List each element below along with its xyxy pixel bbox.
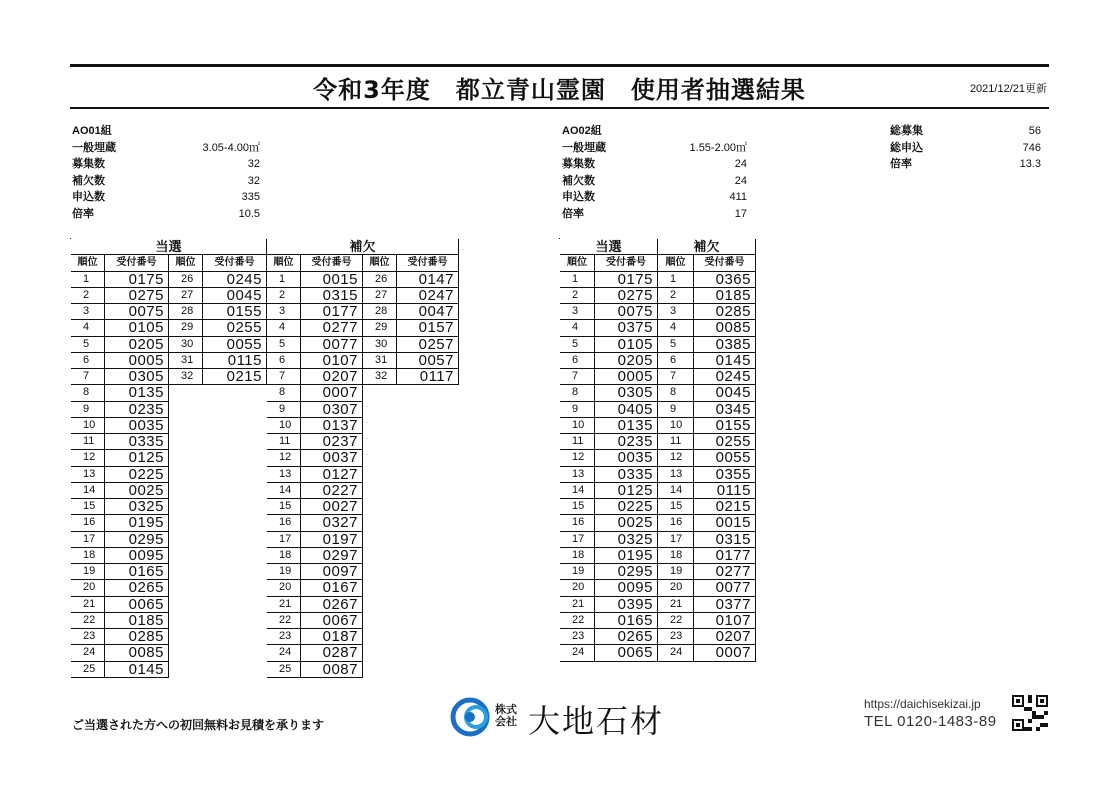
group1-winner-number: 0035 bbox=[105, 418, 169, 434]
group1-winner-rank: 23 bbox=[71, 629, 105, 645]
group2-sub-number: 0255 bbox=[694, 434, 756, 450]
group2-sub-rank: 3 bbox=[658, 304, 694, 320]
qr-code-icon[interactable] bbox=[1012, 695, 1048, 731]
group2-sub-number: 0055 bbox=[694, 450, 756, 466]
group2-name: AO02組 bbox=[562, 125, 602, 137]
group2-winner-number: 0165 bbox=[595, 613, 658, 629]
company-type: 株式会社 bbox=[495, 704, 517, 728]
group2-sub-rank: 2 bbox=[658, 288, 694, 304]
group2-winner-rank: 22 bbox=[560, 613, 595, 629]
group1-winner-number: 0225 bbox=[105, 467, 169, 483]
group1-winner-rank: 12 bbox=[71, 450, 105, 466]
group2-sub-rank: 15 bbox=[658, 499, 694, 515]
group2-winner-number: 0035 bbox=[595, 450, 658, 466]
group1-winner-rank: 1 bbox=[71, 272, 105, 288]
group2-sub-rank: 24 bbox=[658, 645, 694, 661]
group1-winner-number: 0175 bbox=[105, 272, 169, 288]
group1-winner-rank: 20 bbox=[71, 580, 105, 596]
group1-sub-rank: 18 bbox=[267, 548, 301, 564]
group2-winner-rank: 13 bbox=[560, 467, 595, 483]
group1-sub-number: 0077 bbox=[301, 337, 363, 353]
group2-sub-number: 0115 bbox=[694, 483, 756, 499]
group1-winner-rank: 19 bbox=[71, 564, 105, 580]
group1-ratio-label: 倍率 bbox=[72, 207, 94, 220]
group2-sub-rank: 23 bbox=[658, 629, 694, 645]
company-tel[interactable]: TEL 0120-1483-89 bbox=[864, 713, 997, 730]
group2-sub-number-header: 受付番号 bbox=[694, 255, 756, 271]
group1-sub-number-header: 受付番号 bbox=[301, 255, 363, 271]
group1-sub-rank: 20 bbox=[267, 580, 301, 596]
group1-sub-rank: 9 bbox=[267, 402, 301, 418]
summary-ratio-value: 13.3 bbox=[1019, 158, 1041, 170]
group2-winner-number: 0095 bbox=[595, 580, 658, 596]
group1-winner-rank: 7 bbox=[71, 369, 105, 385]
group1-recruit-label: 募集数 bbox=[72, 158, 105, 170]
group2-sub-number: 0007 bbox=[694, 645, 756, 661]
group2-winner-number: 0305 bbox=[595, 385, 658, 401]
group2-sub-number: 0345 bbox=[694, 402, 756, 418]
group1-sub-number: 0107 bbox=[301, 353, 363, 369]
group1-sub-number: 0237 bbox=[301, 434, 363, 450]
group1-sub-rank: 24 bbox=[267, 645, 301, 661]
group1-winner-number: 0115 bbox=[203, 353, 267, 369]
group2-winner-rank: 24 bbox=[560, 645, 595, 661]
group1-sub-label: 補欠数 bbox=[72, 174, 105, 187]
group1-sub-rank: 28 bbox=[363, 304, 397, 320]
group2-winner-rank: 17 bbox=[560, 532, 595, 548]
group1-winner-rank: 4 bbox=[71, 320, 105, 336]
group2-winner-number: 0295 bbox=[595, 564, 658, 580]
group1-winner-number: 0215 bbox=[203, 369, 267, 385]
group2-winner-rank: 12 bbox=[560, 450, 595, 466]
group1-winner-rank: 18 bbox=[71, 548, 105, 564]
group1-sub-number: 0197 bbox=[301, 532, 363, 548]
group1-winner-rank: 15 bbox=[71, 499, 105, 515]
group1-winner-rank: 6 bbox=[71, 353, 105, 369]
group1-ratio-value: 10.5 bbox=[238, 207, 260, 220]
group2-sub-rank: 17 bbox=[658, 532, 694, 548]
group2-apply-value: 411 bbox=[729, 191, 747, 203]
group1-sub-number: 0327 bbox=[301, 515, 363, 531]
group1-sub-rank: 30 bbox=[363, 337, 397, 353]
group1-winner-header: 当選 bbox=[71, 239, 267, 255]
group1-sub-number: 0207 bbox=[301, 369, 363, 385]
group1-sub-value: 32 bbox=[247, 174, 260, 187]
summary-info bbox=[890, 123, 1041, 173]
group2-winner-rank: 11 bbox=[560, 434, 595, 450]
group1-sub-number: 0007 bbox=[301, 385, 363, 401]
group2-sub-number: 0185 bbox=[694, 288, 756, 304]
group1-winner-number: 0005 bbox=[105, 353, 169, 369]
top-rule bbox=[70, 64, 1049, 67]
group2-winner-rank-header: 順位 bbox=[560, 255, 595, 271]
group1-winner-number: 0075 bbox=[105, 304, 169, 320]
group1-winner-rank: 14 bbox=[71, 483, 105, 499]
group1-winner-number-header: 受付番号 bbox=[203, 255, 267, 271]
group1-sub-number: 0117 bbox=[397, 369, 459, 385]
group2-winner-number: 0135 bbox=[595, 418, 658, 434]
group2-winner-rank: 14 bbox=[560, 483, 595, 499]
group2-sub-rank: 22 bbox=[658, 613, 694, 629]
group2-winner-rank: 4 bbox=[560, 320, 595, 336]
group2-ratio-value: 17 bbox=[734, 207, 747, 220]
group2-sub-number: 0085 bbox=[694, 320, 756, 336]
group1-winner-rank-header: 順位 bbox=[169, 255, 203, 271]
group1-winner-number: 0305 bbox=[105, 369, 169, 385]
group2-recruit-label: 募集数 bbox=[562, 158, 595, 170]
group1-type-label: 一般埋蔵 bbox=[72, 141, 116, 154]
group2-sub-number: 0015 bbox=[694, 515, 756, 531]
group1-winner-rank: 11 bbox=[71, 434, 105, 450]
group1-winner-rank: 27 bbox=[169, 288, 203, 304]
group1-sub-number: 0087 bbox=[301, 662, 363, 678]
group2-winner-number: 0125 bbox=[595, 483, 658, 499]
group2-winner-rank: 1 bbox=[560, 272, 595, 288]
group1-sub-number: 0037 bbox=[301, 450, 363, 466]
group1-apply-value: 335 bbox=[241, 191, 260, 203]
group2-sub-rank: 19 bbox=[658, 564, 694, 580]
group2-sub-number: 0245 bbox=[694, 369, 756, 385]
group2-sub-number: 0315 bbox=[694, 532, 756, 548]
group2-sub-number: 0365 bbox=[694, 272, 756, 288]
group2-winner-number: 0325 bbox=[595, 532, 658, 548]
group1-winner-rank-header: 順位 bbox=[71, 255, 105, 271]
group1-winner-number: 0135 bbox=[105, 385, 169, 401]
group2-sub-rank: 8 bbox=[658, 385, 694, 401]
group1-winner-number: 0335 bbox=[105, 434, 169, 450]
group1-winner-rank: 10 bbox=[71, 418, 105, 434]
group2-info bbox=[562, 123, 747, 222]
group1-apply-label: 申込数 bbox=[72, 191, 105, 203]
group2-sub-number: 0107 bbox=[694, 613, 756, 629]
group1-sub-rank: 5 bbox=[267, 337, 301, 353]
group1-sub-number: 0257 bbox=[397, 337, 459, 353]
group1-sub-header: 補欠 bbox=[267, 239, 459, 255]
group2-winner-rank: 16 bbox=[560, 515, 595, 531]
group2-sub-number: 0215 bbox=[694, 499, 756, 515]
group1-sub-number: 0267 bbox=[301, 597, 363, 613]
group2-sub-rank: 20 bbox=[658, 580, 694, 596]
group1-sub-rank: 17 bbox=[267, 532, 301, 548]
group1-sub-rank: 3 bbox=[267, 304, 301, 320]
group2-winner-number: 0405 bbox=[595, 402, 658, 418]
group1-sub-rank: 25 bbox=[267, 662, 301, 678]
summary-ratio-label: 倍率 bbox=[890, 158, 912, 170]
group1-sub-rank: 19 bbox=[267, 564, 301, 580]
group1-winner-rank: 26 bbox=[169, 272, 203, 288]
group2-winner-number: 0275 bbox=[595, 288, 658, 304]
group1-sub-number-header: 受付番号 bbox=[397, 255, 459, 271]
group2-winner-rank: 21 bbox=[560, 597, 595, 613]
group2-sub-rank: 21 bbox=[658, 597, 694, 613]
group1-winner-rank: 30 bbox=[169, 337, 203, 353]
group2-type-label: 一般埋蔵 bbox=[562, 141, 606, 154]
group1-sub-number: 0277 bbox=[301, 320, 363, 336]
group1-sub-rank: 15 bbox=[267, 499, 301, 515]
group2-sub-number: 0077 bbox=[694, 580, 756, 596]
group1-winner-rank: 3 bbox=[71, 304, 105, 320]
group2-winner-number: 0195 bbox=[595, 548, 658, 564]
group2-winner-number: 0105 bbox=[595, 337, 658, 353]
summary-total-recruit-label: 総募集 bbox=[890, 125, 923, 137]
group2-sub-value: 24 bbox=[734, 174, 747, 187]
group2-sub-rank-header: 順位 bbox=[658, 255, 694, 271]
group1-winner-number: 0165 bbox=[105, 564, 169, 580]
group2-winner-rank: 18 bbox=[560, 548, 595, 564]
group2-winner-number-header: 受付番号 bbox=[595, 255, 658, 271]
group1-winner-number: 0055 bbox=[203, 337, 267, 353]
group1-sub-number: 0177 bbox=[301, 304, 363, 320]
group2-type-value: 1.55-2.00㎡ bbox=[689, 141, 747, 154]
title-underline bbox=[70, 107, 1049, 109]
group1-winner-rank: 21 bbox=[71, 597, 105, 613]
group2-sub-number: 0045 bbox=[694, 385, 756, 401]
group2-sub-header: 補欠 bbox=[658, 239, 756, 255]
group1-winner-rank: 16 bbox=[71, 515, 105, 531]
group2-winner-number: 0075 bbox=[595, 304, 658, 320]
group1-winner-rank: 2 bbox=[71, 288, 105, 304]
group1-winner-number: 0085 bbox=[105, 645, 169, 661]
group2-winner-number: 0265 bbox=[595, 629, 658, 645]
group2-sub-number: 0145 bbox=[694, 353, 756, 369]
group1-winner-number: 0155 bbox=[203, 304, 267, 320]
group1-winner-number: 0125 bbox=[105, 450, 169, 466]
group1-sub-number: 0067 bbox=[301, 613, 363, 629]
group1-sub-rank: 22 bbox=[267, 613, 301, 629]
group1-sub-rank: 27 bbox=[363, 288, 397, 304]
group1-winner-number: 0275 bbox=[105, 288, 169, 304]
group1-winner-number: 0325 bbox=[105, 499, 169, 515]
group1-winner-number: 0295 bbox=[105, 532, 169, 548]
group2-sub-rank: 18 bbox=[658, 548, 694, 564]
group1-sub-number: 0147 bbox=[397, 272, 459, 288]
company-logo-icon bbox=[450, 695, 494, 739]
group2-sub-rank: 4 bbox=[658, 320, 694, 336]
group2-sub-number: 0207 bbox=[694, 629, 756, 645]
group1-sub-number: 0015 bbox=[301, 272, 363, 288]
group1-winner-rank: 31 bbox=[169, 353, 203, 369]
group2-sub-number: 0285 bbox=[694, 304, 756, 320]
page-title: 令和3年度 都立青山霊園 使用者抽選結果 bbox=[313, 76, 806, 104]
group2-winner-rank: 9 bbox=[560, 402, 595, 418]
group2-winner-number: 0025 bbox=[595, 515, 658, 531]
group1-winner-rank: 8 bbox=[71, 385, 105, 401]
group2-sub-rank: 5 bbox=[658, 337, 694, 353]
group1-winner-rank: 28 bbox=[169, 304, 203, 320]
group1-sub-rank-header: 順位 bbox=[267, 255, 301, 271]
group1-sub-rank: 8 bbox=[267, 385, 301, 401]
group2-sub-number: 0277 bbox=[694, 564, 756, 580]
group2-recruit-value: 24 bbox=[734, 158, 747, 170]
group2-sub-rank: 11 bbox=[658, 434, 694, 450]
group2-winner-rank: 6 bbox=[560, 353, 595, 369]
group2-sub-number: 0355 bbox=[694, 467, 756, 483]
group1-winner-number: 0045 bbox=[203, 288, 267, 304]
group2-winner-number: 0225 bbox=[595, 499, 658, 515]
group1-winner-number: 0245 bbox=[203, 272, 267, 288]
group1-winner-number: 0205 bbox=[105, 337, 169, 353]
group1-winner-rank: 29 bbox=[169, 320, 203, 336]
group1-winner-number: 0255 bbox=[203, 320, 267, 336]
group1-sub-number: 0047 bbox=[397, 304, 459, 320]
group1-winner-number: 0285 bbox=[105, 629, 169, 645]
group1-sub-number: 0127 bbox=[301, 467, 363, 483]
group2-winner-number: 0065 bbox=[595, 645, 658, 661]
summary-total-apply-label: 総申込 bbox=[890, 141, 923, 154]
group1-sub-rank: 6 bbox=[267, 353, 301, 369]
group1-sub-rank: 12 bbox=[267, 450, 301, 466]
group1-sub-number: 0057 bbox=[397, 353, 459, 369]
group1-recruit-value: 32 bbox=[247, 158, 260, 170]
group1-sub-rank: 2 bbox=[267, 288, 301, 304]
group1-winner-number: 0145 bbox=[105, 662, 169, 678]
group1-sub-rank: 11 bbox=[267, 434, 301, 450]
group1-winner-rank: 5 bbox=[71, 337, 105, 353]
group1-winner-number: 0265 bbox=[105, 580, 169, 596]
group2-winner-header: 当選 bbox=[560, 239, 658, 255]
group1-winner-rank: 9 bbox=[71, 402, 105, 418]
group1-winner-rank: 13 bbox=[71, 467, 105, 483]
group1-sub-rank: 14 bbox=[267, 483, 301, 499]
group2-winner-rank: 8 bbox=[560, 385, 595, 401]
group2-sub-rank: 1 bbox=[658, 272, 694, 288]
group1-sub-number: 0027 bbox=[301, 499, 363, 515]
group2-winner-number: 0235 bbox=[595, 434, 658, 450]
group2-winner-rank: 5 bbox=[560, 337, 595, 353]
group1-sub-rank: 21 bbox=[267, 597, 301, 613]
group2-winner-rank: 20 bbox=[560, 580, 595, 596]
company-name: 大地石材 bbox=[528, 702, 665, 740]
group1-sub-rank: 16 bbox=[267, 515, 301, 531]
group1-sub-rank: 31 bbox=[363, 353, 397, 369]
group1-sub-number: 0137 bbox=[301, 418, 363, 434]
group2-winner-rank: 23 bbox=[560, 629, 595, 645]
group2-sub-number: 0177 bbox=[694, 548, 756, 564]
group2-winner-number: 0175 bbox=[595, 272, 658, 288]
group2-sub-rank: 10 bbox=[658, 418, 694, 434]
group1-sub-rank: 23 bbox=[267, 629, 301, 645]
group1-winner-number: 0105 bbox=[105, 320, 169, 336]
group2-sub-rank: 9 bbox=[658, 402, 694, 418]
group2-sub-rank: 16 bbox=[658, 515, 694, 531]
group1-winner-rank: 22 bbox=[71, 613, 105, 629]
group2-winner-number: 0335 bbox=[595, 467, 658, 483]
group1-sub-number: 0227 bbox=[301, 483, 363, 499]
group2-apply-label: 申込数 bbox=[562, 191, 595, 203]
group2-winner-rank: 3 bbox=[560, 304, 595, 320]
group2-sub-number: 0385 bbox=[694, 337, 756, 353]
group1-winner-rank: 32 bbox=[169, 369, 203, 385]
updated-date: 2021/12/21更新 bbox=[969, 83, 1047, 95]
group1-sub-rank: 13 bbox=[267, 467, 301, 483]
group1-sub-number: 0315 bbox=[301, 288, 363, 304]
group1-type-value: 3.05-4.00㎡ bbox=[202, 141, 260, 154]
group1-sub-rank: 26 bbox=[363, 272, 397, 288]
summary-total-recruit-value: 56 bbox=[1028, 125, 1041, 137]
group1-sub-number: 0167 bbox=[301, 580, 363, 596]
group1-sub-number: 0097 bbox=[301, 564, 363, 580]
group1-sub-number: 0157 bbox=[397, 320, 459, 336]
group1-winner-number: 0185 bbox=[105, 613, 169, 629]
group1-sub-number: 0307 bbox=[301, 402, 363, 418]
group1-table bbox=[70, 238, 454, 678]
company-url[interactable]: https://daichisekizai.jp bbox=[864, 697, 981, 711]
group1-info bbox=[72, 123, 260, 222]
group1-sub-rank: 10 bbox=[267, 418, 301, 434]
group2-winner-number: 0395 bbox=[595, 597, 658, 613]
group1-sub-number: 0297 bbox=[301, 548, 363, 564]
group1-sub-rank-header: 順位 bbox=[363, 255, 397, 271]
group2-winner-number: 0375 bbox=[595, 320, 658, 336]
group1-sub-rank: 4 bbox=[267, 320, 301, 336]
group1-winner-number-header: 受付番号 bbox=[105, 255, 169, 271]
group2-winner-rank: 2 bbox=[560, 288, 595, 304]
group2-sub-number: 0377 bbox=[694, 597, 756, 613]
group2-winner-rank: 15 bbox=[560, 499, 595, 515]
group2-winner-rank: 10 bbox=[560, 418, 595, 434]
group1-winner-number: 0195 bbox=[105, 515, 169, 531]
group2-sub-rank: 12 bbox=[658, 450, 694, 466]
group2-winner-rank: 19 bbox=[560, 564, 595, 580]
group2-table bbox=[559, 238, 751, 662]
group1-sub-rank: 7 bbox=[267, 369, 301, 385]
group1-winner-rank: 25 bbox=[71, 662, 105, 678]
group2-sub-rank: 13 bbox=[658, 467, 694, 483]
group1-winner-number: 0025 bbox=[105, 483, 169, 499]
group1-sub-number: 0287 bbox=[301, 645, 363, 661]
group1-winner-rank: 17 bbox=[71, 532, 105, 548]
group2-sub-rank: 14 bbox=[658, 483, 694, 499]
group1-winner-number: 0095 bbox=[105, 548, 169, 564]
group2-sub-rank: 6 bbox=[658, 353, 694, 369]
footer-note: ご当選された方への初回無料お見積を承ります bbox=[72, 718, 325, 732]
group1-sub-number: 0247 bbox=[397, 288, 459, 304]
group2-sub-rank: 7 bbox=[658, 369, 694, 385]
group2-winner-number: 0205 bbox=[595, 353, 658, 369]
group1-sub-rank: 29 bbox=[363, 320, 397, 336]
group1-sub-rank: 1 bbox=[267, 272, 301, 288]
group1-winner-rank: 24 bbox=[71, 645, 105, 661]
group2-winner-rank: 7 bbox=[560, 369, 595, 385]
group1-sub-number: 0187 bbox=[301, 629, 363, 645]
group1-winner-number: 0065 bbox=[105, 597, 169, 613]
group2-winner-number: 0005 bbox=[595, 369, 658, 385]
group1-sub-rank: 32 bbox=[363, 369, 397, 385]
group1-winner-number: 0235 bbox=[105, 402, 169, 418]
group2-sub-number: 0155 bbox=[694, 418, 756, 434]
group1-name: AO01組 bbox=[72, 125, 112, 137]
group2-ratio-label: 倍率 bbox=[562, 207, 584, 220]
group2-sub-label: 補欠数 bbox=[562, 174, 595, 187]
summary-total-apply-value: 746 bbox=[1022, 141, 1041, 154]
